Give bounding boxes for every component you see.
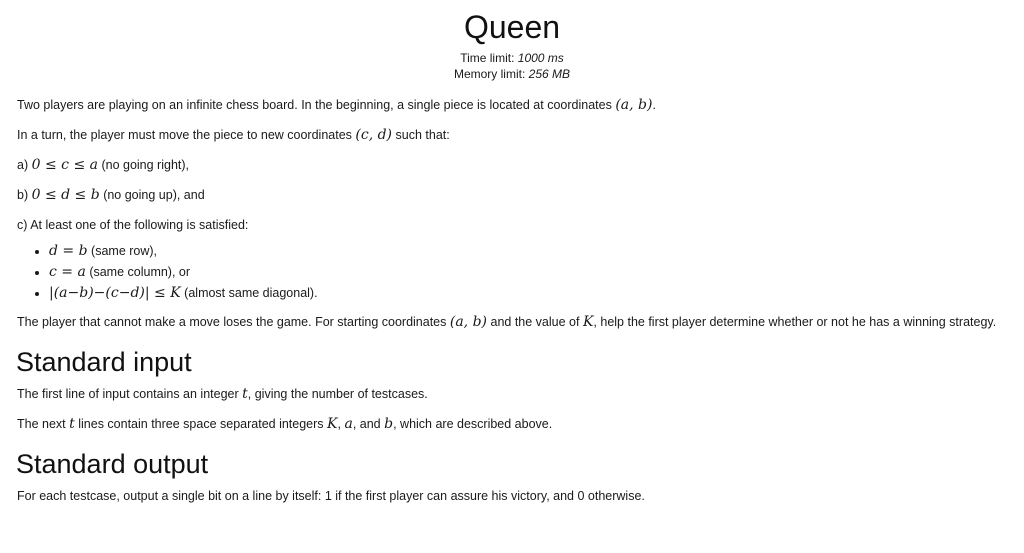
math-a: a [344, 416, 353, 432]
memory-limit-label: Memory limit: [453, 67, 526, 81]
math-diagonal: |(a−b)−(c−d)| ≤ K [49, 285, 181, 301]
list-item: • c = a (same column), or [49, 263, 1007, 282]
input-line-2: The next t lines contain three space separated integers K, a, and b, which are described above. [17, 416, 553, 432]
statement-paragraph-1: Two players are playing on an infinite chess board. In the beginning, a single piece is located at coordinates (a, b). [17, 97, 656, 113]
math-b: b [384, 416, 394, 432]
statement-paragraph-3: The player that cannot make a move loses the game. For starting coordinates (a, b) and the value of K, help the first player determine whether or not he has a winning strategy. [17, 314, 997, 330]
input-line-1: The first line of input contains an integer t, giving the number of testcases. [17, 386, 428, 402]
math-same-column: c = a [49, 264, 86, 280]
time-limit [0, 50, 1024, 66]
output-line: For each testcase, output a single bit on a line by itself: 1 if the first player can assure his victory, and 0 otherwise. [17, 489, 645, 503]
math-cond-a: 0 ≤ c ≤ a [31, 157, 98, 173]
condition-b: b) 0 ≤ d ≤ b (no going up), and [17, 187, 205, 203]
input-heading: Standard input [16, 347, 192, 377]
memory-limit-value: 256 MB [528, 67, 571, 81]
list-item: • d = b (same row), [49, 242, 1007, 261]
math-same-row: d = b [49, 243, 88, 259]
math-cond-b: 0 ≤ d ≤ b [31, 187, 100, 203]
condition-c: c) At least one of the following is satisfied: [17, 218, 249, 232]
math-start-coords-2: (a, b) [449, 314, 488, 330]
math-t: t [242, 386, 248, 402]
time-limit-value: 1000 ms [517, 51, 564, 65]
statement-paragraph-2: In a turn, the player must move the piece to new coordinates (c, d) such that: [17, 127, 450, 143]
output-heading: Standard output [16, 449, 209, 479]
list-item: • |(a−b)−(c−d)| ≤ K (almost same diagonal). [49, 284, 1007, 303]
math-new-coords: (c, d) [355, 127, 393, 143]
math-start-coords: (a, b) [615, 97, 653, 113]
time-limit-label: Time limit: [460, 51, 515, 65]
math-k: K [582, 314, 594, 330]
condition-a: a) 0 ≤ c ≤ a (no going right), [17, 157, 190, 173]
math-k-2: K [327, 416, 338, 432]
page-title: Queen [463, 9, 561, 45]
memory-limit [0, 66, 1024, 82]
math-t-2: t [69, 416, 75, 432]
title-block [0, 8, 1024, 82]
problem-statement [17, 96, 1007, 517]
condition-c-list [17, 242, 1007, 303]
